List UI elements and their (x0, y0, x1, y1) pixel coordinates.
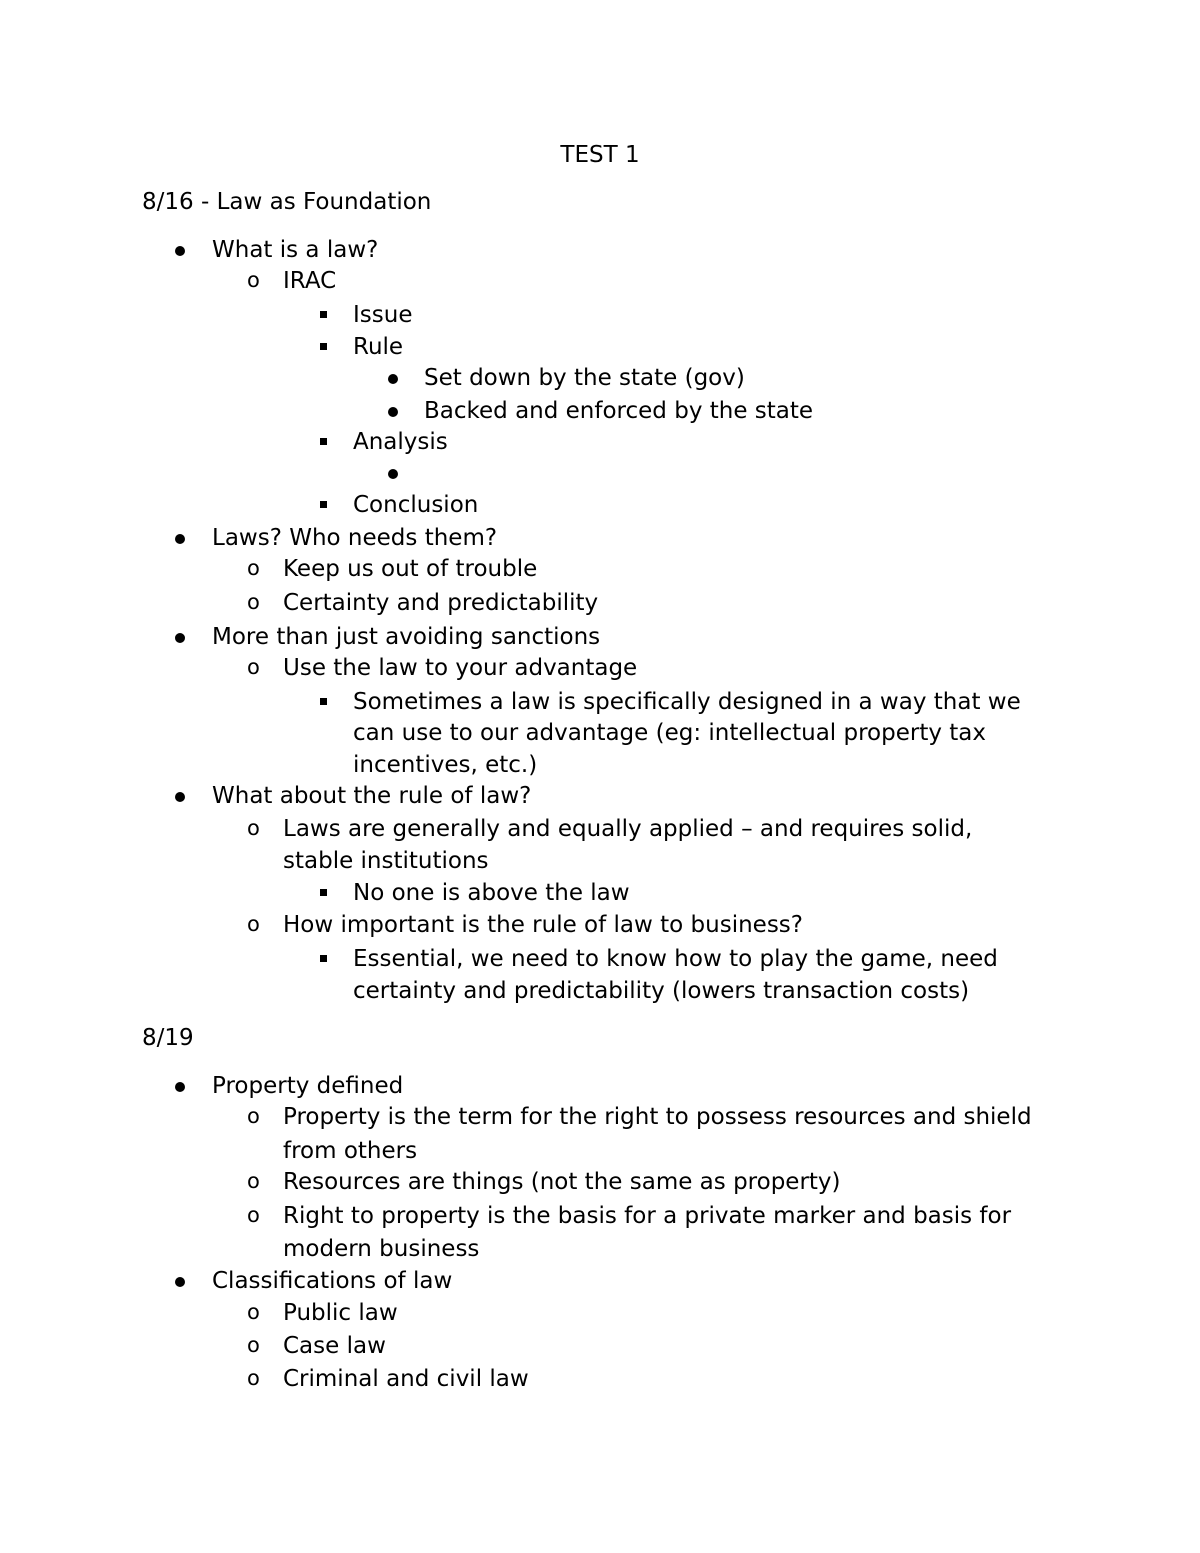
list-item-text: Laws are generally and equally applied – and requires solid, (283, 816, 973, 842)
bullet-circle-icon: o (247, 590, 260, 614)
bullet-disc-icon (175, 246, 185, 256)
list-item-text: certainty and predictability (lowers transaction costs) (353, 978, 970, 1004)
bullet-circle-icon: o (247, 816, 260, 840)
bullet-circle-icon: o (247, 1104, 260, 1128)
bullet-circle-icon: o (247, 912, 260, 936)
list-item-text: Set down by the state (gov) (424, 365, 745, 391)
bullet-disc-icon (175, 633, 185, 643)
bullet-square-icon (320, 889, 327, 896)
list-item-text: Resources are things (not the same as property) (283, 1169, 841, 1195)
bullet-circle-icon: o (247, 556, 260, 580)
list-item-text: Analysis (353, 429, 448, 455)
list-item-text: Case law (283, 1333, 386, 1359)
list-item-text: More than just avoiding sanctions (212, 624, 601, 650)
list-item-text: Classifications of law (212, 1268, 453, 1294)
bullet-disc-icon (388, 407, 398, 417)
bullet-circle-icon: o (247, 1300, 260, 1324)
list-item-text: Property defined (212, 1073, 404, 1099)
bullet-circle-icon: o (247, 1169, 260, 1193)
list-item-text: Essential, we need to know how to play the game, need (353, 946, 998, 972)
list-item-text: Use the law to your advantage (283, 655, 638, 681)
list-item-text: How important is the rule of law to business? (283, 912, 803, 938)
bullet-circle-icon: o (247, 268, 260, 292)
list-item-text: Property is the term for the right to possess resources and shield (283, 1104, 1032, 1130)
bullet-square-icon (320, 311, 327, 318)
list-item-text: modern business (283, 1236, 480, 1262)
list-item-text: No one is above the law (353, 880, 630, 906)
bullet-circle-icon: o (247, 655, 260, 679)
list-item-text: Conclusion (353, 492, 479, 518)
bullet-circle-icon: o (247, 1203, 260, 1227)
bullet-square-icon (320, 438, 327, 445)
bullet-square-icon (320, 955, 327, 962)
list-item-text: What is a law? (212, 237, 379, 263)
list-item-text: Certainty and predictability (283, 590, 599, 616)
list-item-text: incentives, etc.) (353, 752, 538, 778)
bullet-disc-icon (388, 469, 398, 479)
list-item-text: Laws? Who needs them? (212, 525, 498, 551)
list-item-text: IRAC (283, 268, 337, 294)
list-item-text: can use to our advantage (eg: intellectual property tax (353, 720, 986, 746)
list-item-text: Issue (353, 302, 413, 328)
bullet-disc-icon (175, 792, 185, 802)
list-item-text: Backed and enforced by the state (424, 398, 814, 424)
section-heading: 8/16 - Law as Foundation (142, 189, 432, 215)
list-item-text: Right to property is the basis for a private marker and basis for (283, 1203, 1012, 1229)
bullet-disc-icon (175, 1277, 185, 1287)
list-item-text: stable institutions (283, 848, 489, 874)
list-item-text: What about the rule of law? (212, 783, 532, 809)
list-item-text: Rule (353, 334, 404, 360)
list-item-text: Public law (283, 1300, 398, 1326)
list-item-text: Sometimes a law is specifically designed in a way that we (353, 689, 1021, 715)
bullet-circle-icon: o (247, 1366, 260, 1390)
bullet-square-icon (320, 698, 327, 705)
bullet-circle-icon: o (247, 1333, 260, 1357)
bullet-square-icon (320, 343, 327, 350)
bullet-square-icon (320, 501, 327, 508)
list-item-text: Keep us out of trouble (283, 556, 538, 582)
section-heading: 8/19 (142, 1025, 194, 1051)
list-item-text: from others (283, 1138, 418, 1164)
bullet-disc-icon (175, 534, 185, 544)
bullet-disc-icon (388, 374, 398, 384)
list-item-text: Criminal and civil law (283, 1366, 529, 1392)
page-title: TEST 1 (560, 142, 640, 168)
bullet-disc-icon (175, 1082, 185, 1092)
